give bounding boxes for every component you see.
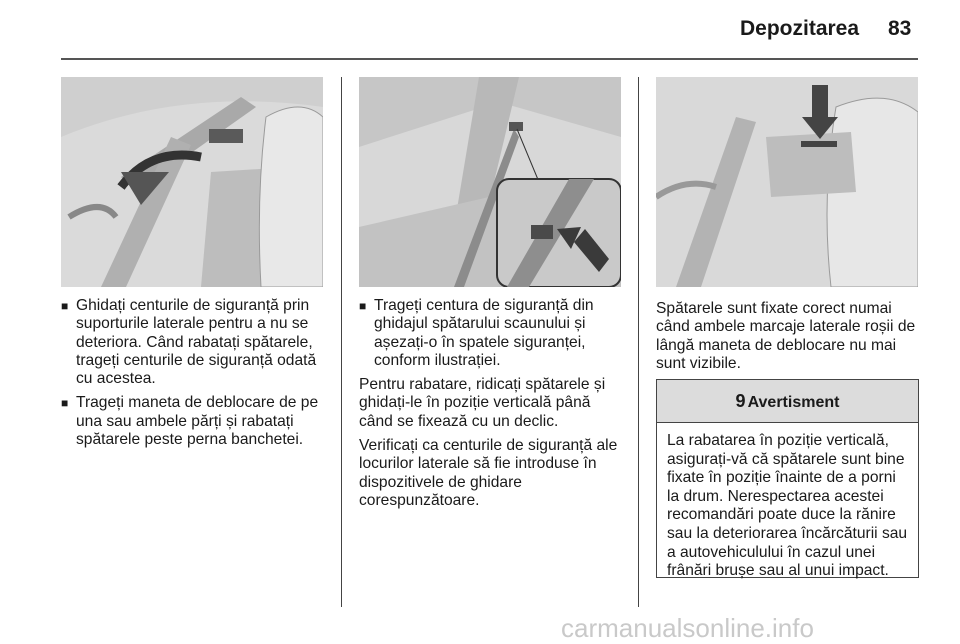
watermark: carmanualsonline.info	[561, 613, 814, 643]
column-1-text	[61, 297, 325, 455]
paragraph: Spătarele sunt fixate corect numai când ambele marcaje laterale roșii de lângă maneta de deblocare nu mai sunt vizibile.	[656, 300, 916, 372]
warning-box	[656, 379, 919, 578]
column-3-text	[656, 300, 922, 379]
bullet-text: Trageți centura de siguranță din ghidajul spătarului scaunului și așezați-o în spatele siguranței, conform ilustrației.	[374, 297, 594, 369]
figure-belt-behind-latch	[359, 77, 621, 287]
warning-triangle-icon: 9	[735, 391, 746, 411]
bullet-icon: ■	[61, 396, 69, 411]
warning-text: La rabatarea în poziție verticală, asigurați-vă că spătarele sunt bine fixate în poziție înainte de a porni la drum. Nerespectarea acestei recomandări poate duce la rănire sau la deteriorarea încărcăturii sau a autovehiculului în cazul unei frânări brușe sau al unui impact.	[667, 432, 908, 580]
column-divider-2	[638, 77, 639, 607]
list-item	[359, 297, 623, 370]
header-rule	[61, 58, 918, 60]
bullet-icon: ■	[61, 299, 69, 313]
column-divider-1	[341, 77, 342, 607]
warning-title: Avertisment	[747, 394, 840, 411]
warning-header	[657, 380, 918, 423]
bullet-icon: ■	[359, 299, 367, 313]
bullet-text: Ghidați centurile de siguranță prin suporturile laterale pentru a nu se deteriora. Când rabatați spătarele, trageți centurile de siguranță odată cu acestea.	[76, 297, 317, 388]
list-item	[61, 394, 325, 449]
figure-release-lever	[656, 77, 918, 287]
list-item	[61, 297, 325, 388]
page-title: Depozitarea	[740, 17, 860, 40]
figure-seatbelt-guide	[61, 77, 323, 287]
bullet-text: Trageți maneta de deblocare de pe una sau ambele părți și rabatați spătarele peste perna banchetei.	[76, 394, 319, 449]
column-2-text	[359, 297, 623, 516]
paragraph: Pentru rabatare, ridicați spătarele și ghidați-le în poziție verticală până când se fixează cu un declic.	[359, 376, 606, 430]
page-number: 83	[888, 17, 912, 40]
paragraph: Verificați ca centurile de siguranță ale locurilor laterale să fie introduse în dispozitivele de ghidare corespunzătoare.	[359, 437, 618, 509]
